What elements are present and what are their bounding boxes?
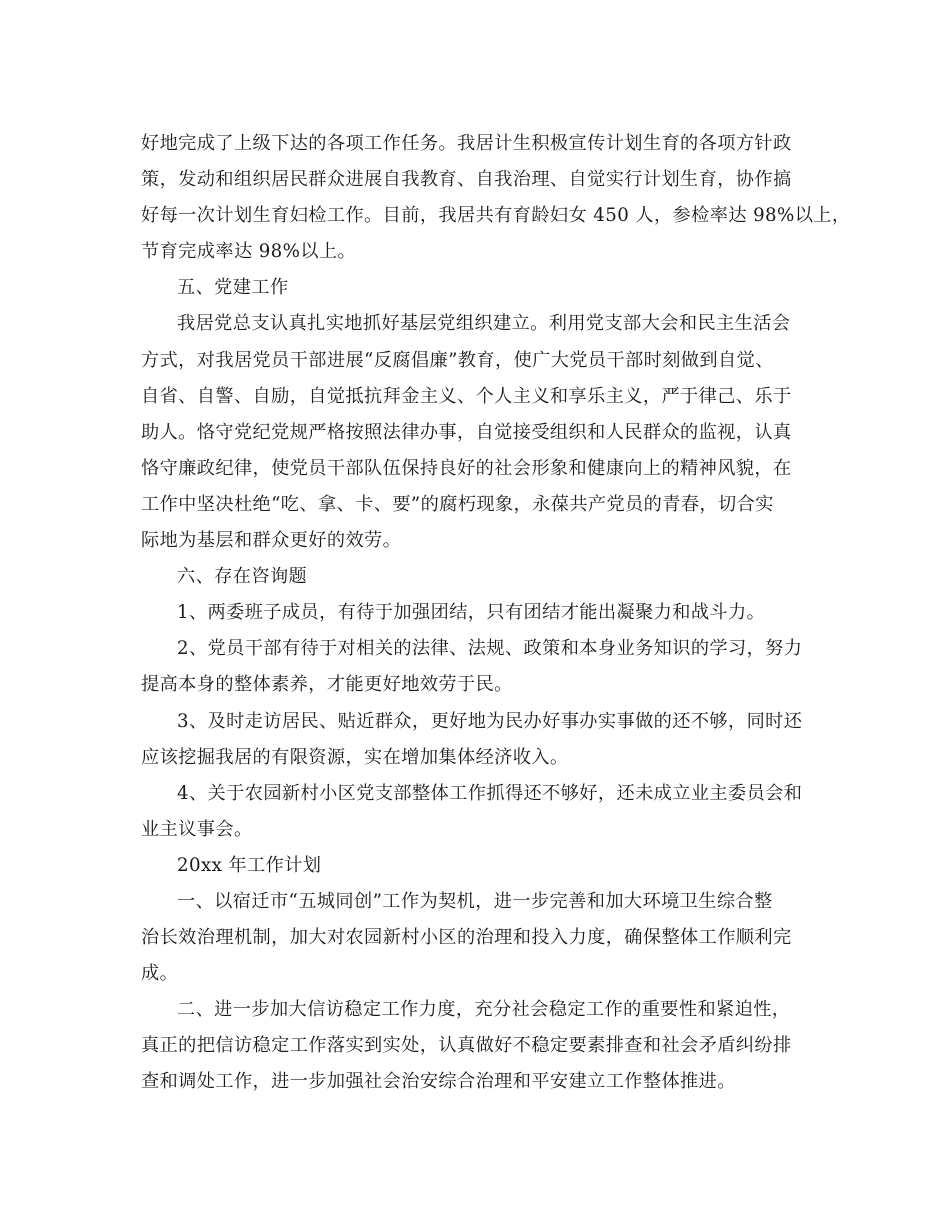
text-line: 一、以宿迁市“五城同创”工作为契机，进一步完善和加大环境卫生综合整 bbox=[177, 890, 773, 912]
text-line: 五、党建工作 bbox=[177, 277, 289, 299]
text-line: 3、及时走访居民、贴近群众，更好地为民办好事办实事做的还不够，同时还 bbox=[177, 710, 803, 732]
text-line: 20xx 年工作计划 bbox=[177, 854, 322, 876]
text-line: 际地为基层和群众更好的效劳。 bbox=[141, 530, 402, 552]
text-line: 2、党员干部有待于对相关的法律、法规、政策和本身业务知识的学习，努力 bbox=[177, 638, 803, 660]
text-line: 二、进一步加大信访稳定工作力度，充分社会稳定工作的重要性和紧迫性， bbox=[177, 999, 791, 1021]
text-line: 业主议事会。 bbox=[141, 818, 253, 840]
text-line: 六、存在咨询题 bbox=[177, 566, 308, 588]
text-line: 恪守廉政纪律，使党员干部队伍保持良好的社会形象和健康向上的精神风貌，在 bbox=[141, 457, 792, 479]
text-line: 查和调处工作，进一步加强社会治安综合治理和平安建立工作整体推进。 bbox=[141, 1071, 736, 1093]
text-line: 4、关于农园新村小区党支部整体工作抓得还不够好，还未成立业主委员会和 bbox=[177, 782, 803, 804]
text-line: 助人。恪守党纪党规严格按照法律办事，自觉接受组织和人民群众的监视，认真 bbox=[141, 421, 792, 443]
text-line: 策，发动和组织居民群众进展自我教育、自我治理、自觉实行计划生育，协作搞 bbox=[141, 169, 792, 191]
text-line: 真正的把信访稳定工作落实到实处，认真做好不稳定要素排查和社会矛盾纠纷排 bbox=[141, 1035, 792, 1057]
text-line: 工作中坚决杜绝“吃、拿、卡、要”的腐朽现象，永葆共产党员的青春，切合实 bbox=[141, 493, 774, 515]
text-line: 我居党总支认真扎实地抓好基层党组织建立。利用党支部大会和民主生活会 bbox=[177, 313, 791, 335]
text-line: 好每一次计划生育妇检工作。目前，我居共有育龄妇女 450 人，参检率达 98%以上， bbox=[141, 205, 851, 227]
text-line: 自省、自警、自励，自觉抵抗拜金主义、个人主义和享乐主义，严于律己、乐于 bbox=[141, 385, 792, 407]
text-line: 提高本身的整体素养，才能更好地效劳于民。 bbox=[141, 674, 513, 696]
text-line: 节育完成率达 98%以上。 bbox=[141, 241, 357, 263]
text-line: 方式，对我居党员干部进展“反腐倡廉”教育，使广大党员干部时刻做到自觉、 bbox=[141, 349, 774, 371]
text-line: 治长效治理机制，加大对农园新村小区的治理和投入力度，确保整体工作顺利完 bbox=[141, 927, 792, 949]
text-line: 成。 bbox=[141, 963, 179, 985]
text-line: 应该挖掘我居的有限资源，实在增加集体经济收入。 bbox=[141, 746, 569, 768]
text-line: 好地完成了上级下达的各项工作任务。我居计生积极宣传计划生育的各项方针政 bbox=[141, 133, 792, 154]
text-line: 1、两委班子成员，有待于加强团结，只有团结才能出凝聚力和战斗力。 bbox=[177, 602, 766, 624]
